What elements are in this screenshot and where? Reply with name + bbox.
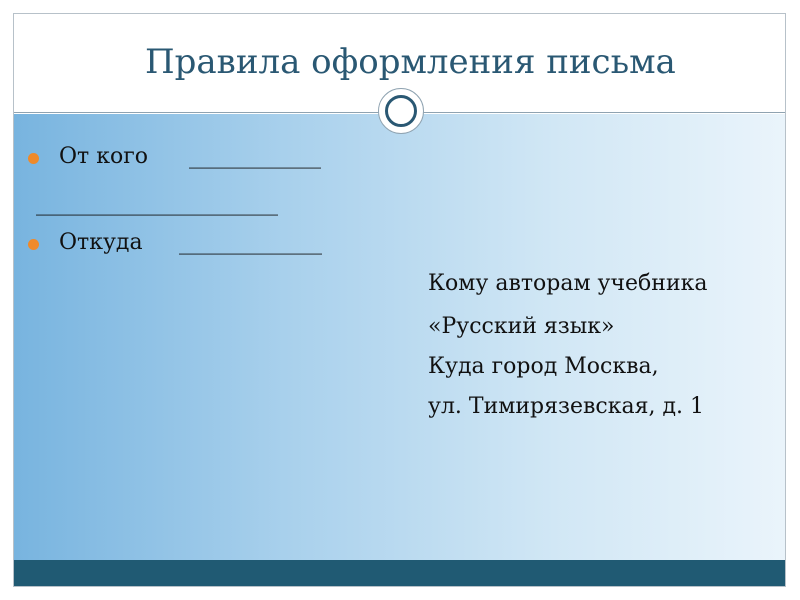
- field-blank-continuation: ______________________: [36, 191, 278, 216]
- address-line-book-title: «Русский язык»: [428, 314, 615, 339]
- slide-title: Правила оформления письма: [145, 42, 676, 82]
- address-line-recipient: Кому авторам учебника: [428, 271, 708, 296]
- circle-emblem-icon: [378, 88, 424, 134]
- bullet-dot-icon: [28, 153, 39, 164]
- field-label-where-from: Откуда: [59, 230, 143, 255]
- content-panel: [14, 114, 785, 560]
- field-blank-from: ____________: [189, 144, 321, 169]
- address-line-city: Куда город Москва,: [428, 354, 659, 379]
- footer-bar: [14, 560, 785, 586]
- circle-emblem-ring: [385, 95, 417, 127]
- bullet-dot-icon: [28, 239, 39, 250]
- field-label-from: От кого: [59, 144, 148, 169]
- field-blank-where-from: _____________: [179, 230, 322, 255]
- address-line-street: ул. Тимирязевская, д. 1: [428, 394, 704, 419]
